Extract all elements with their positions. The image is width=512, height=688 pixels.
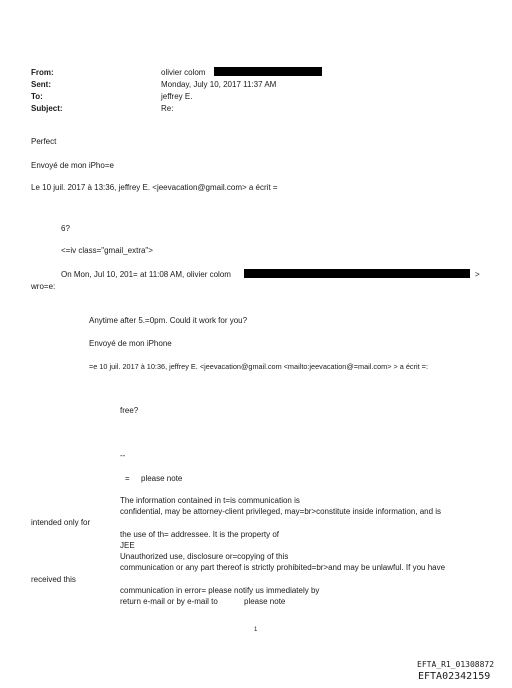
body-line: communication or any part thereof is strictly prohibited=br>and may be unlawful. If you have [120,563,446,572]
body-line: return e-mail or by e-mail to [120,597,218,606]
bates-number-primary: EFTA_R1_01308872 [417,660,495,669]
to-value: jeffrey E. [161,92,193,101]
body-line: 6? [61,224,70,233]
page-number: 1 [254,627,258,633]
body-line: On Mon, Jul 10, 201= at 11:08 AM, olivier colom [61,270,231,279]
body-line: JEE [120,541,135,550]
body-line: =e 10 juil. 2017 à 10:36, jeffrey E. <jeevacation@gmail.com <mailto:jeevacation@=mail.com> > a écrit =: [89,362,428,371]
body-line: the use of th= addressee. It is the property of [120,530,279,539]
body-line: confidential, may be attorney-client privileged, may=br>constitute inside information, and is [120,507,442,516]
body-line: intended only for [31,518,91,527]
body-line: -- [120,451,126,460]
bates-number-secondary: EFTA02342159 [418,671,491,682]
body-line: wro=e: [31,282,56,291]
body-line: please note [244,597,286,606]
body-line: received this [31,575,76,584]
body-line: <=iv class="gmail_extra"> [61,246,153,255]
subject-value: Re: [161,104,174,113]
body-line: Envoyé de mon iPhone [89,339,172,348]
redaction-bar [244,269,470,278]
body-line: > [475,270,480,279]
sent-value: Monday, July 10, 2017 11:37 AM [161,80,277,89]
body-line: Unauthorized use, disclosure or=copying of this [120,552,289,561]
body-line: Envoyé de mon iPho=e [31,161,114,170]
body-line: free? [120,406,139,415]
body-line: Le 10 juil. 2017 à 13:36, jeffrey E. <jeevacation@gmail.com> a écrit = [31,183,278,192]
from-value: olivier colom [161,68,206,77]
body-line: please note [141,474,183,483]
body-line: Anytime after 5.=0pm. Could it work for you? [89,316,248,325]
subject-label: Subject: [31,104,63,113]
body-line: Perfect [31,137,57,146]
redaction-bar [214,67,322,76]
body-line: The information contained in t=is communication is [120,496,300,505]
body-line: communication in error= please notify us immediately by [120,586,320,595]
body-line: = [125,474,130,483]
sent-label: Sent: [31,80,51,89]
from-label: From: [31,68,54,77]
to-label: To: [31,92,43,101]
